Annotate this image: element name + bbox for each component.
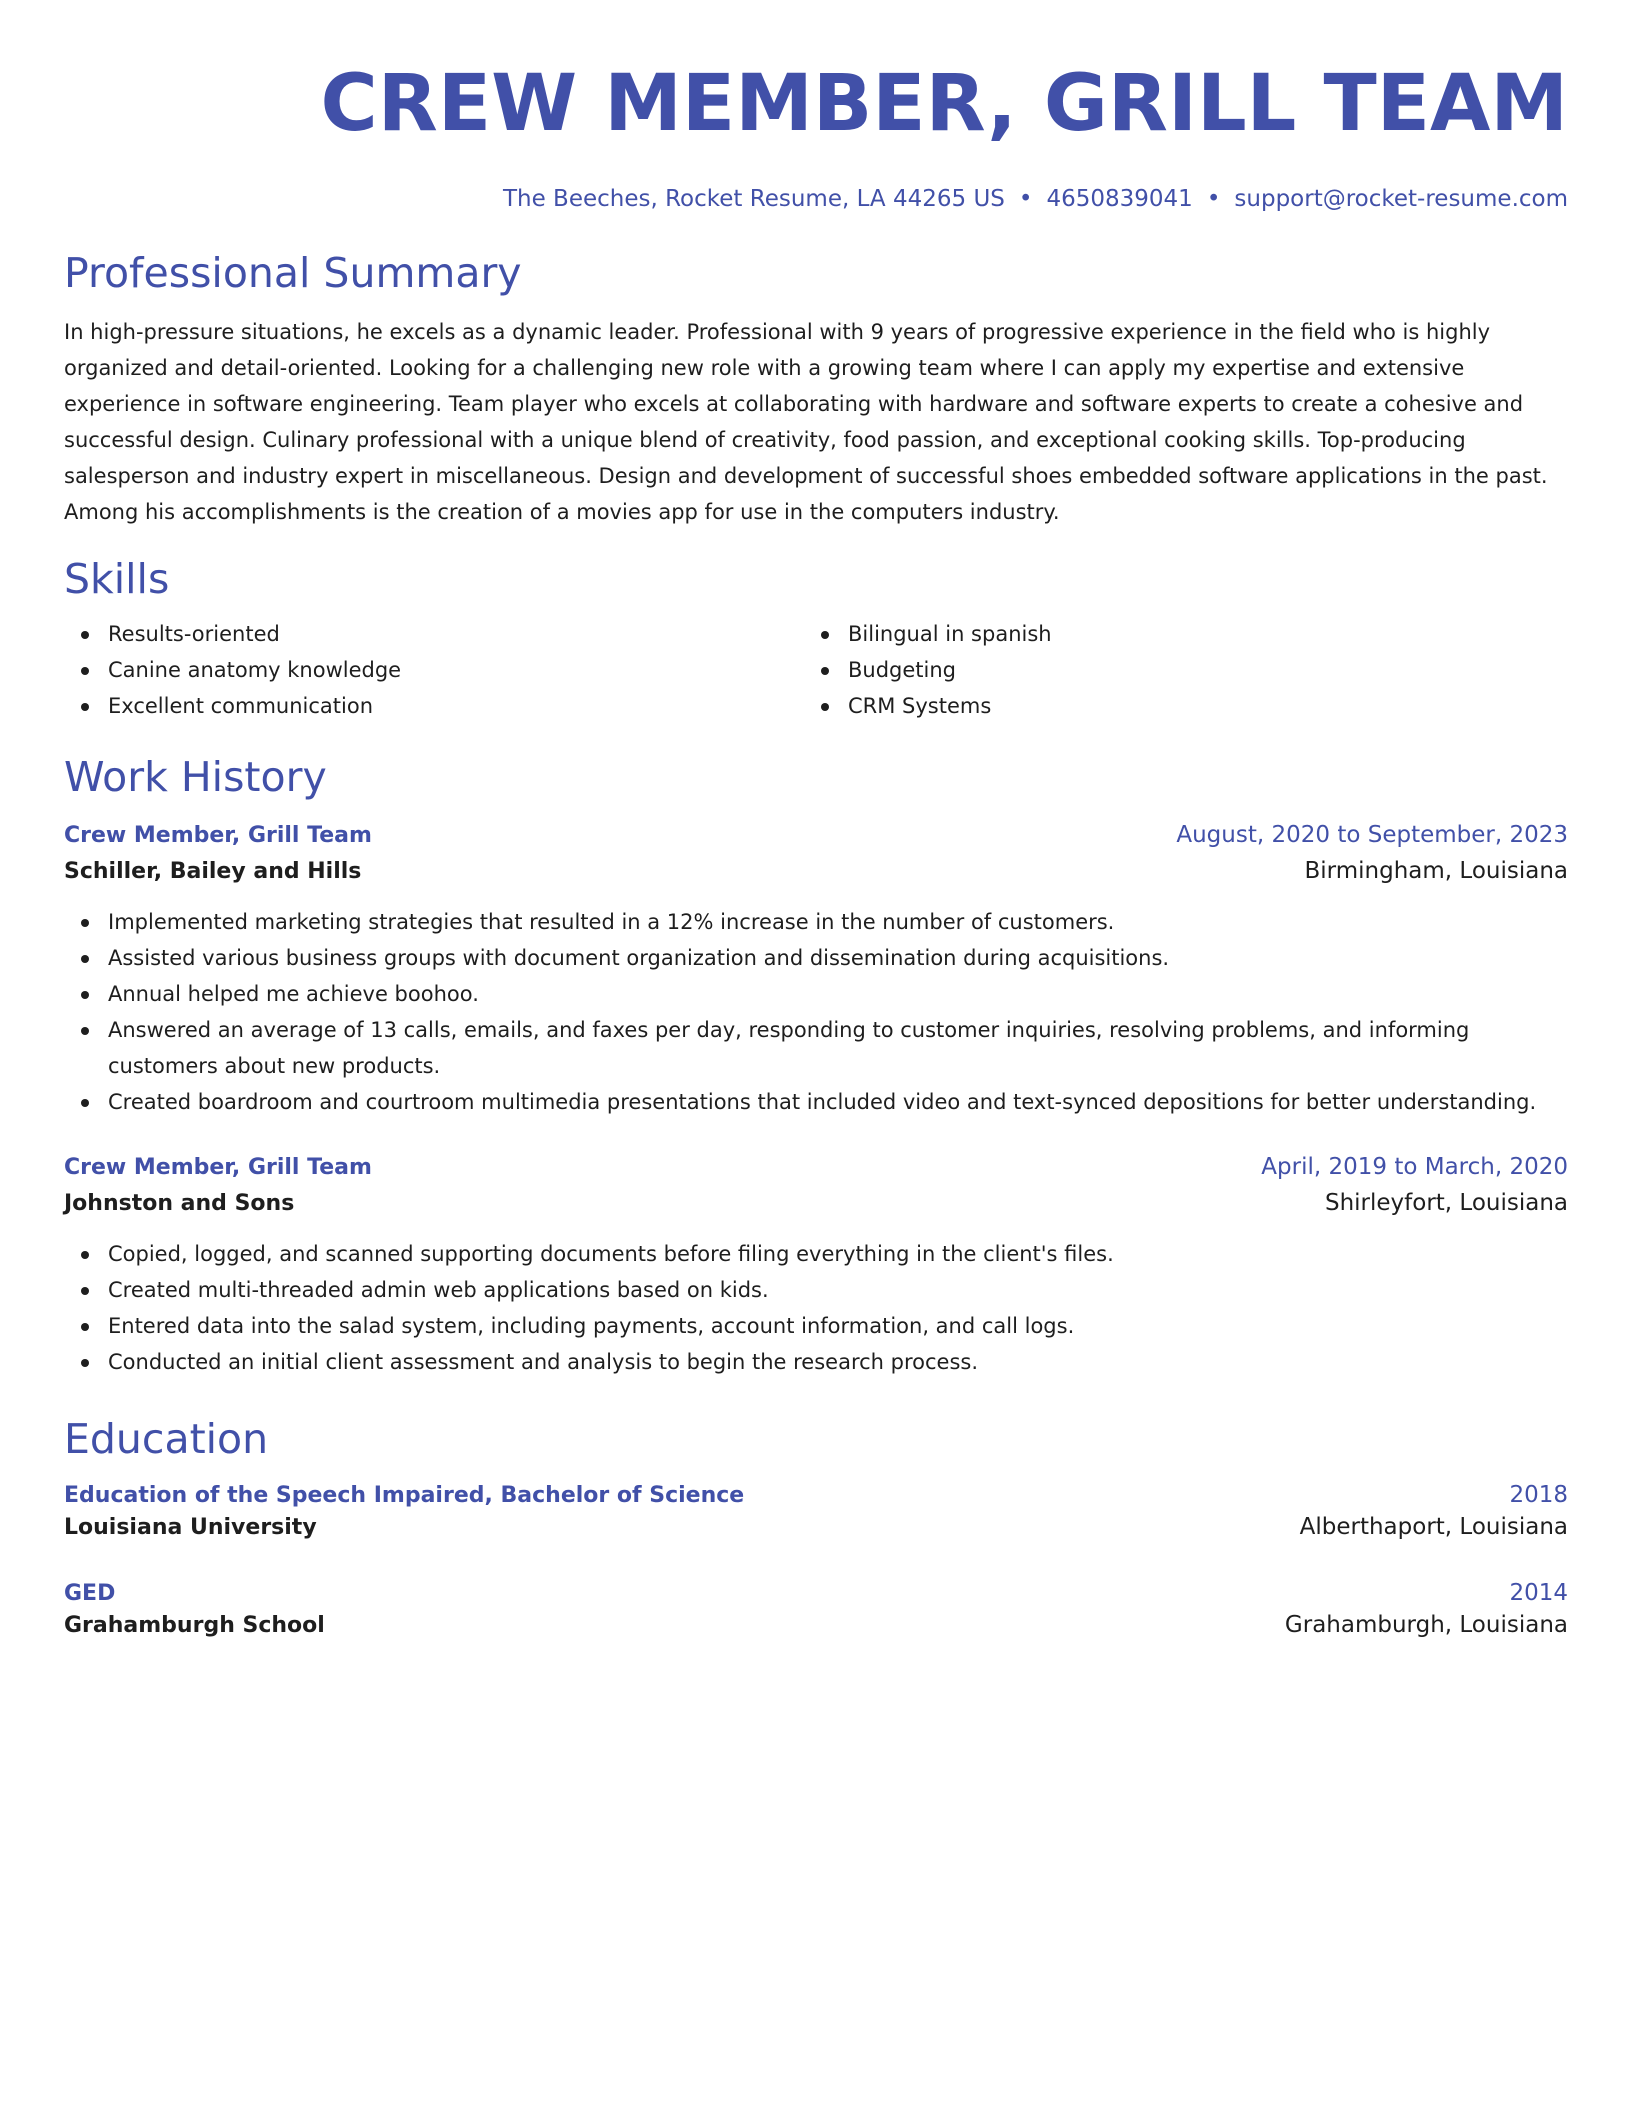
education-degree-row <box>64 1580 1568 1606</box>
job-title-row <box>64 1154 1568 1180</box>
education-degree: Education of the Speech Impaired, Bachelor of Science <box>64 1483 745 1508</box>
education-school-row <box>64 1612 1568 1638</box>
job-employer-row <box>64 858 1568 884</box>
education-year: 2018 <box>1509 1482 1568 1508</box>
education-entry <box>64 1580 1568 1638</box>
job-title-row <box>64 822 1568 848</box>
skills-section <box>64 554 1568 724</box>
job-employer: Johnston and Sons <box>64 1191 295 1216</box>
job-bullet: Entered data into the salad system, including payments, account information, and call logs. <box>64 1308 1568 1344</box>
contact-separator: • <box>1206 186 1221 212</box>
education-school: Grahamburgh School <box>64 1613 325 1638</box>
job-title: Crew Member, Grill Team <box>64 823 372 848</box>
job-employer-row <box>64 1190 1568 1216</box>
skill-item: CRM Systems <box>804 688 1544 724</box>
education-location: Alberthaport, Louisiana <box>1299 1514 1568 1540</box>
skills-heading: Skills <box>64 555 170 603</box>
education-school-row <box>64 1514 1568 1540</box>
skill-item: Excellent communication <box>64 688 804 724</box>
skill-item: Budgeting <box>804 652 1544 688</box>
contact-separator: • <box>1018 186 1033 212</box>
skill-item: Canine anatomy knowledge <box>64 652 804 688</box>
education-heading: Education <box>64 1415 269 1463</box>
job-bullet: Conducted an initial client assessment and analysis to begin the research process. <box>64 1344 1568 1380</box>
job-location: Birmingham, Louisiana <box>1304 858 1568 884</box>
job-entry <box>64 822 1568 1120</box>
skill-item: Bilingual in spanish <box>804 616 1544 652</box>
job-bullet: Created boardroom and courtroom multimedia presentations that included video and text-synced depositions for better understanding. <box>64 1084 1568 1120</box>
job-dates: April, 2019 to March, 2020 <box>1261 1154 1568 1180</box>
job-title: Crew Member, Grill Team <box>64 1155 372 1180</box>
education-entry <box>64 1482 1568 1540</box>
education-degree-row <box>64 1482 1568 1508</box>
job-entry <box>64 1154 1568 1380</box>
work-history-section <box>64 752 1568 1380</box>
education-year: 2014 <box>1509 1580 1568 1606</box>
job-bullet: Answered an average of 13 calls, emails, and faxes per day, responding to customer inquiries, resolving problems, and informing customers about new products. <box>64 1012 1568 1084</box>
contact-phone: 4650839041 <box>1046 186 1193 212</box>
summary-heading: Professional Summary <box>64 249 522 297</box>
skill-item: Results-oriented <box>64 616 804 652</box>
job-bullets <box>64 1236 1568 1380</box>
education-school: Louisiana University <box>64 1515 317 1540</box>
resume-header <box>64 0 1568 214</box>
job-bullet: Assisted various business groups with document organization and dissemination during acquisitions. <box>64 940 1568 976</box>
contact-line <box>64 184 1568 214</box>
job-employer: Schiller, Bailey and Hills <box>64 859 362 884</box>
job-bullets <box>64 904 1568 1120</box>
candidate-name: CREW MEMBER, GRILL TEAM <box>320 59 1568 149</box>
skills-columns <box>64 616 1568 724</box>
summary-text: In high-pressure situations, he excels as a dynamic leader. Professional with 9 years of progressive experience in the field who is highly organized and detail-oriented. Looking for a challenging new role with a growing team where I can apply my expertise and extensive experience in software engineering. Team player who excels at collaborating with hardware and software experts to create a cohesive and successful design. Culinary professional with a unique blend of creativity, food passion, and exceptional cooking skills. Top-producing salesperson and industry expert in miscellaneous. Design and development of successful shoes embedded software applications in the past. Among his accomplishments is the creation of a movies app for use in the computers industry. <box>64 320 1548 524</box>
skills-right-column <box>804 616 1544 724</box>
job-bullet: Created multi-threaded admin web applications based on kids. <box>64 1272 1568 1308</box>
contact-email: support@rocket-resume.com <box>1234 186 1568 212</box>
job-bullet: Copied, logged, and scanned supporting documents before filing everything in the client's files. <box>64 1236 1568 1272</box>
education-section <box>64 1414 1568 1638</box>
contact-address: The Beeches, Rocket Resume, LA 44265 US <box>502 186 1005 212</box>
job-bullet: Implemented marketing strategies that resulted in a 12% increase in the number of customers. <box>64 904 1568 940</box>
job-dates: August, 2020 to September, 2023 <box>1176 822 1568 848</box>
job-location: Shirleyfort, Louisiana <box>1324 1190 1568 1216</box>
summary-section <box>64 248 1568 530</box>
education-location: Grahamburgh, Louisiana <box>1284 1612 1568 1638</box>
job-bullet: Annual helped me achieve boohoo. <box>64 976 1568 1012</box>
skills-left-column <box>64 616 804 724</box>
work-history-heading: Work History <box>64 753 327 801</box>
education-degree: GED <box>64 1581 116 1606</box>
